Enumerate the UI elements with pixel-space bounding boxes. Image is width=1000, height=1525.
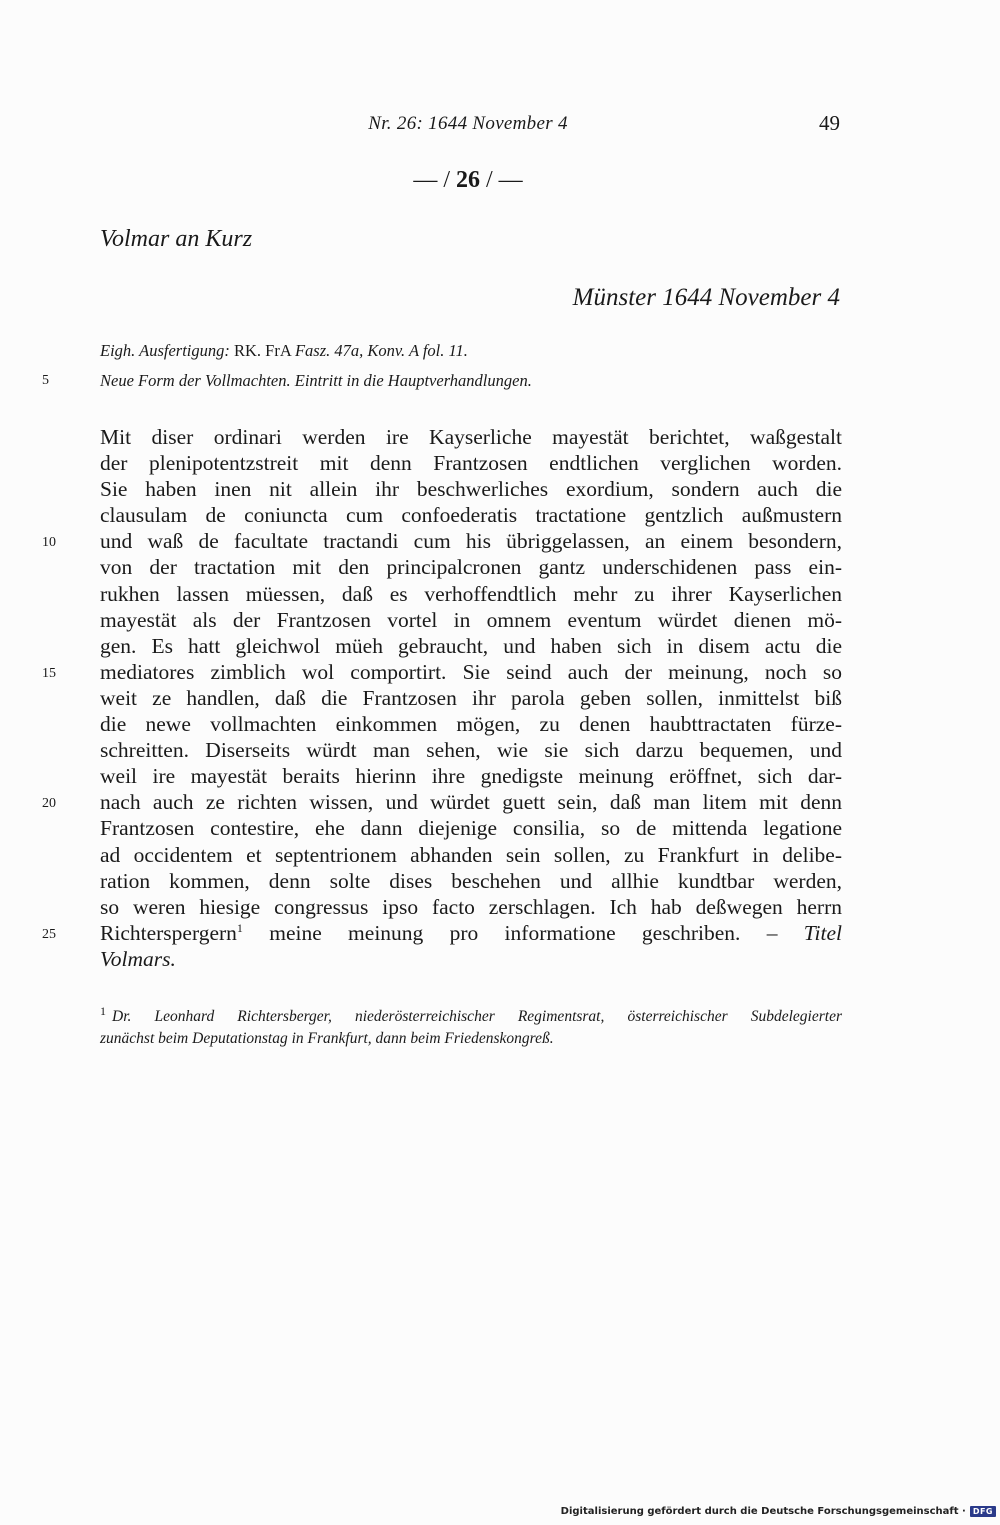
source-label: Eigh. Ausfertigung: (100, 341, 230, 360)
body-line: gen. Es hatt gleichwol müeh gebraucht, und haben sich in disem actu die (100, 633, 842, 658)
body-line: so weren hiesige congressus ipso facto zerschlagen. Ich hab deßwegen herrn (100, 894, 842, 919)
body-line: die newe vollmachten einkommen mögen, zu denen haubttractaten fürze- (100, 712, 842, 737)
footnote-line-2: zunächst beim Deputationstag in Frankfurt, dann beim Friedenskongreß. (100, 1030, 554, 1047)
body-line: von der tractation mit den principalcronen gantz underschidenen pass ein- (100, 555, 842, 580)
body-line: mayestät als der Frantzosen vortel in omnem eventum würdet dienen mö- (100, 607, 842, 632)
footnote-text-1: Dr. Leonhard Richtersberger, niederösterreichischer Regimentsrat, österreichischer Subdelegierter (112, 1008, 842, 1025)
document-number-value: 26 (456, 167, 480, 193)
document-number (0, 167, 936, 194)
source-archive: RK. FrA (233, 341, 291, 360)
source-line (100, 340, 468, 362)
body-line: ration kommen, denn solte dises beschehen und allhie kundtbar werden, (100, 868, 842, 893)
body-line: und waß de facultate tractandi cum his übriggelassen, an einem besondern, (100, 529, 842, 554)
line-number: 5 (42, 373, 49, 388)
document-number-suffix: / — (486, 167, 523, 193)
body-line: Sie haben inen nit allein ihr beschwerliches exordium, sondern auch die (100, 477, 842, 502)
body-line-25 (100, 920, 842, 946)
footnote-mark: 1 (100, 1003, 106, 1018)
digitization-text: Digitalisierung gefördert durch die Deutsche Forschungsgemeinschaft · (560, 1506, 966, 1517)
body-line: ad occidentem et septentrionem abhanden sein sollen, zu Frankfurt in delibe- (100, 842, 842, 867)
digitization-credit (561, 1506, 996, 1517)
footnote-line-1 (100, 1003, 842, 1028)
body-last-line: Volmars. (100, 946, 176, 971)
body-line: clausulam de coniuncta cum confoederatis tractatione gentzlich außmustern (100, 503, 842, 528)
body-lines (100, 424, 842, 920)
line-number: 25 (42, 926, 56, 942)
body-line: weil ire mayestät beraits hierinn ihre gnedigste meinung eröffnet, sich dar- (100, 764, 842, 789)
body-line: weit ze handlen, daß die Frantzosen ihr parola geben sollen, inmittelst biß (100, 685, 842, 710)
sender-heading: Volmar an Kurz (100, 226, 253, 252)
page-number: 49 (819, 111, 840, 135)
body-line: Frantzosen contestire, ehe dann diejenige consilia, so de mittenda legatione (100, 816, 842, 841)
letter-body (100, 424, 842, 972)
body-line: Mit diser ordinari werden ire Kayserliche mayestät berichtet, waßgestalt (100, 425, 842, 449)
line-number: 10 (42, 535, 56, 551)
body-line: rukhen lassen müessen, daß es verhoffendtlich mehr zu ihrer Kayserlichen (100, 581, 842, 606)
running-head (0, 113, 1000, 139)
footnote (100, 1003, 842, 1050)
summary-line: Neue Form der Vollmachten. Eintritt in die Hauptverhandlungen. (100, 371, 532, 390)
footnote-reference: 1 (236, 920, 243, 935)
body-line: mediatores zimblich wol comportirt. Sie seind auch der meinung, noch so (100, 659, 842, 684)
body-line-25-rest: meine meinung pro informatione geschriben. – (242, 920, 804, 945)
source-reference: Fasz. 47a, Konv. A fol. 11. (294, 341, 468, 360)
document-number-prefix: — / (413, 167, 450, 193)
title-label: Titel (803, 920, 842, 945)
body-line: der plenipotentzstreit mit denn Frantzosen endtlichen verglichen worden. (100, 451, 842, 476)
fn-ref-word: Richterspergern (100, 920, 237, 945)
line-number: 20 (42, 796, 56, 812)
running-title: Nr. 26: 1644 November 4 (368, 113, 568, 134)
dfg-logo-icon: DFG (970, 1506, 996, 1517)
place-date: Münster 1644 November 4 (572, 284, 840, 311)
line-number: 15 (42, 665, 56, 681)
body-line: nach auch ze richten wissen, und würdet guett sein, daß man litem mit denn (100, 790, 842, 815)
body-line: schreitten. Diserseits würdt man sehen, wie sie sich darzu bequemen, und (100, 738, 842, 763)
